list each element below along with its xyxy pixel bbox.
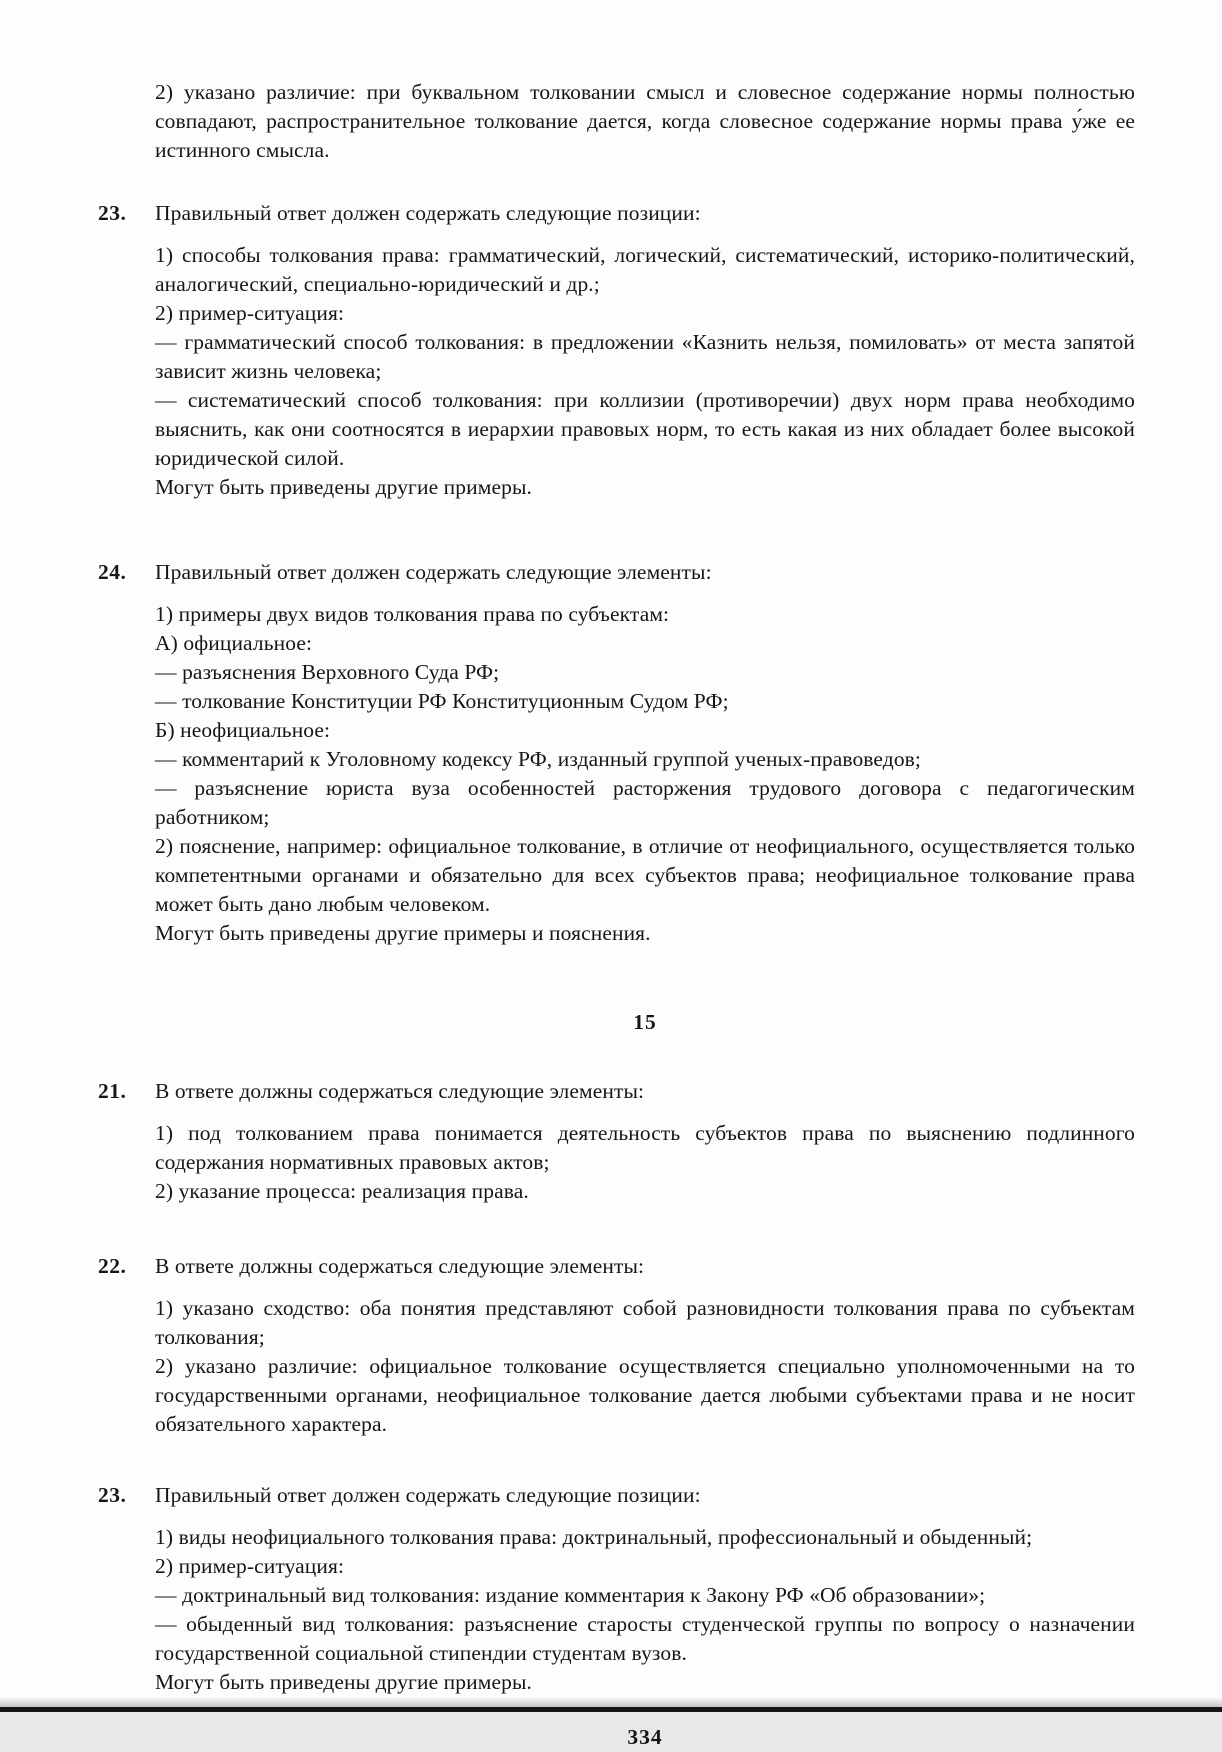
item-paragraph: — обыденный вид толкования: разъяснение старосты студенческой группы по вопросу о назначении государственной социальной стипендии студентам вузов. — [155, 1612, 1135, 1665]
item-paragraph: 1) под толкованием права понимается деятельность субъектов права по выяснению подлинного содержания нормативных правовых актов; — [155, 1121, 1135, 1174]
item-paragraph: Могут быть приведены другие примеры. — [155, 1670, 532, 1694]
item-paragraph: Могут быть приведены другие примеры и пояснения. — [155, 921, 651, 945]
answer-item-22 — [98, 1252, 1135, 1439]
item-paragraph: 2) указание процесса: реализация права. — [155, 1179, 529, 1203]
continuation-paragraph: 2) указано различие: при буквальном толковании смысл и словесное содержание нормы полностью совпадают, распространительное толкование дается, когда словесное содержание нормы права у́же ее истинного смысла. — [155, 80, 1135, 162]
section-number: 15 — [633, 1010, 657, 1034]
item-paragraph: Б) неофициальное: — [155, 718, 331, 742]
item-paragraph: 1) примеры двух видов толкования права по субъектам: — [155, 602, 670, 626]
item-heading: Правильный ответ должен содержать следующие позиции: — [155, 1483, 701, 1507]
item-paragraph: — разъяснения Верховного Суда РФ; — [155, 660, 500, 684]
answer-item-24 — [98, 558, 1135, 948]
answer-item-21 — [98, 1077, 1135, 1206]
item-paragraph: — доктринальный вид толкования: издание комментария к Закону РФ «Об образовании»; — [155, 1583, 986, 1607]
item-paragraph: — систематический способ толкования: при коллизии (противоречии) двух норм права необходимо выяснить, как они соотносятся в иерархии правовых норм, то есть какая из них обладает более высокой юридической силой. — [155, 388, 1135, 470]
answer-item-23-bottom — [98, 1481, 1135, 1697]
item-heading: Правильный ответ должен содержать следующие элементы: — [155, 560, 712, 584]
item-number: 22. — [98, 1254, 127, 1278]
page-number: 334 — [627, 1725, 663, 1749]
item-paragraph: 1) способы толкования права: грамматический, логический, систематический, историко-политический, аналогический, специально-юридический и др.; — [155, 243, 1135, 296]
item-paragraph: 1) указано сходство: оба понятия представляют собой разновидности толкования права по субъектам толкования; — [155, 1296, 1135, 1349]
item-heading: В ответе должны содержаться следующие элементы: — [155, 1079, 645, 1103]
item-paragraph: А) официальное: — [155, 631, 313, 655]
item-paragraph: 2) пример-ситуация: — [155, 301, 345, 325]
item-heading: В ответе должны содержаться следующие элементы: — [155, 1254, 645, 1278]
item-paragraph: — комментарий к Уголовному кодексу РФ, изданный группой ученых-правоведов; — [155, 747, 921, 771]
item-paragraph: 1) виды неофициального толкования права: доктринальный, профессиональный и обыденный; — [155, 1525, 1033, 1549]
scan-edge — [0, 1707, 1222, 1712]
item-paragraph: — толкование Конституции РФ Конституционным Судом РФ; — [155, 689, 729, 713]
item-number: 24. — [98, 560, 127, 584]
scan-shadow — [0, 1697, 1222, 1707]
text-column — [98, 78, 1135, 1752]
item-paragraph: — грамматический способ толкования: в предложении «Казнить нельзя, помиловать» от места запятой зависит жизнь человека; — [155, 330, 1135, 383]
item-paragraph: 2) пример-ситуация: — [155, 1554, 345, 1578]
item-paragraph: 2) пояснение, например: официальное толкование, в отличие от неофициального, осуществляется только компетентными органами и обязательно для всех субъектов права; неофициальное толкование права может быть дано любым человеком. — [155, 834, 1135, 916]
item-paragraph: 2) указано различие: официальное толкование осуществляется специально уполномоченными на то государственными органами, неофициальное толкование дается любыми субъектами права и не носит обязательного характера. — [155, 1354, 1135, 1436]
item-paragraph: Могут быть приведены другие примеры. — [155, 475, 532, 499]
answer-item-23-top — [98, 199, 1135, 502]
item-paragraph: — разъяснение юриста вуза особенностей расторжения трудового договора с педагогическим работником; — [155, 776, 1135, 829]
item-number: 23. — [98, 201, 127, 225]
item-number: 21. — [98, 1079, 127, 1103]
item-number: 23. — [98, 1483, 127, 1507]
item-heading: Правильный ответ должен содержать следующие позиции: — [155, 201, 701, 225]
